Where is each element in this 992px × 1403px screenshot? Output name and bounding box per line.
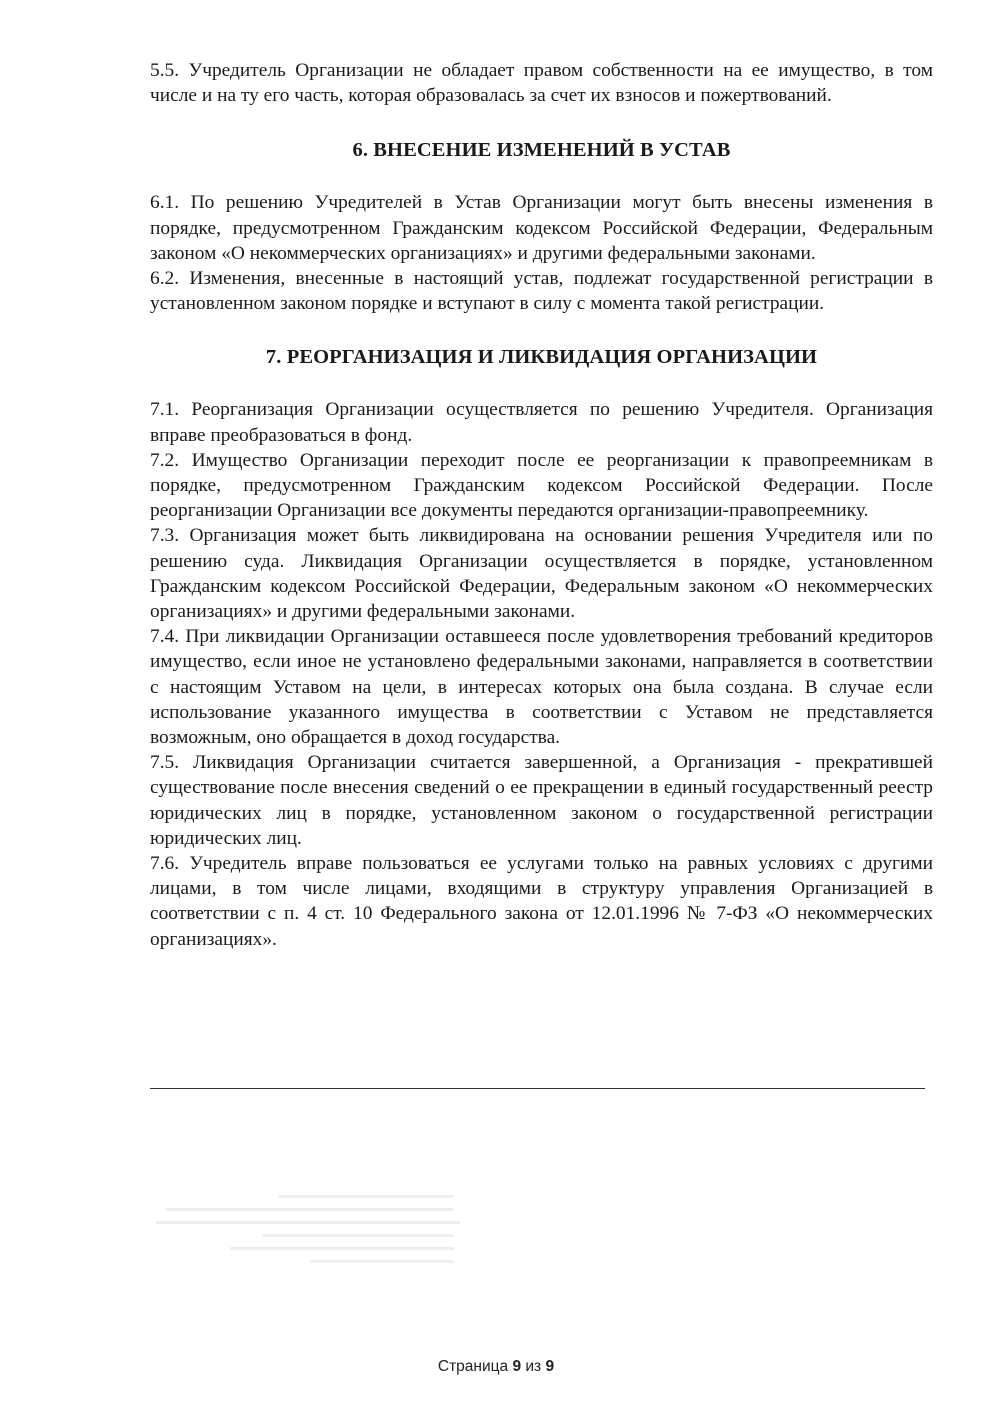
paragraph-7-2: 7.2. Имущество Организации переходит после ее реорганизации к правопреемникам в порядке, предусмотренном Гражданским кодексом Российской Федерации. После реорганизации Организации все документы передаются организации-правопреемнику.	[150, 449, 933, 522]
paragraph-5-5: 5.5. Учредитель Организации не обладает правом собственности на ее имущество, в том числе и на ту его часть, которая образовалась за счет их взносов и пожертвований.	[150, 60, 933, 107]
page-current: 9	[512, 1358, 522, 1375]
paragraph-7-4: 7.4. При ликвидации Организации оставшееся после удовлетворения требований кредиторов имущество, если иное не установлено федеральными законами, направляется в соответствии с настоящим Уставом на цели, в интересах которых она была создана. В случае если использование указанного имущества в соответствии с Уставом не представляется возможным, оно обращается в доход государства.	[150, 626, 933, 749]
paragraph-6-1: 6.1. По решению Учредителей в Устав Организации могут быть внесены изменения в порядке, предусмотренном Гражданским кодексом Российской Федерации, Федеральным законом «О некоммерческих организациях» и другими федеральными законами.	[150, 192, 933, 264]
document-body	[150, 58, 933, 952]
page-label: Страница	[437, 1358, 509, 1375]
page-total: 9	[545, 1358, 555, 1375]
paragraph-7-5: 7.5. Ликвидация Организации считается завершенной, а Организация - прекратившей существование после внесения сведений о ее прекращении в единый государственный реестр юридических лиц в порядке, установленном законом о государственной регистрации юридических лиц.	[150, 752, 933, 849]
page-number-footer	[0, 1358, 992, 1376]
paragraph-6-2: 6.2. Изменения, внесенные в настоящий устав, подлежат государственной регистрации в установленном законом порядке и вступают в силу с момента такой регистрации.	[150, 268, 933, 315]
paragraph-7-3: 7.3. Организация может быть ликвидирована на основании решения Учредителя или по решению суда. Ликвидация Организации осуществляется в порядке, установленном Гражданским кодексом Российской Федерации, Федеральным законом «О некоммерческих организациях» и другими федеральными законами.	[150, 525, 933, 623]
paragraph-7-1: 7.1. Реорганизация Организации осуществляется по решению Учредителя. Организация вправе преобразоваться в фонд.	[150, 399, 933, 446]
section-7-heading: 7. РЕОРГАНИЗАЦИЯ И ЛИКВИДАЦИЯ ОРГАНИЗАЦИИ	[265, 346, 818, 369]
paragraph-7-6: 7.6. Учредитель вправе пользоваться ее услугами только на равных условиях с другими лицами, в том числе лицами, входящими в структуру управления Организацией в соответствии с п. 4 ст. 10 Федерального закона от 12.01.1996 № 7-ФЗ «О некоммерческих организациях».	[150, 853, 933, 950]
section-6-heading: 6. ВНЕСЕНИЕ ИЗМЕНЕНИЙ В УСТАВ	[352, 139, 731, 162]
end-divider-line	[150, 1088, 925, 1089]
page-separator: из	[525, 1358, 542, 1375]
faded-stamp-mark	[150, 1195, 470, 1305]
